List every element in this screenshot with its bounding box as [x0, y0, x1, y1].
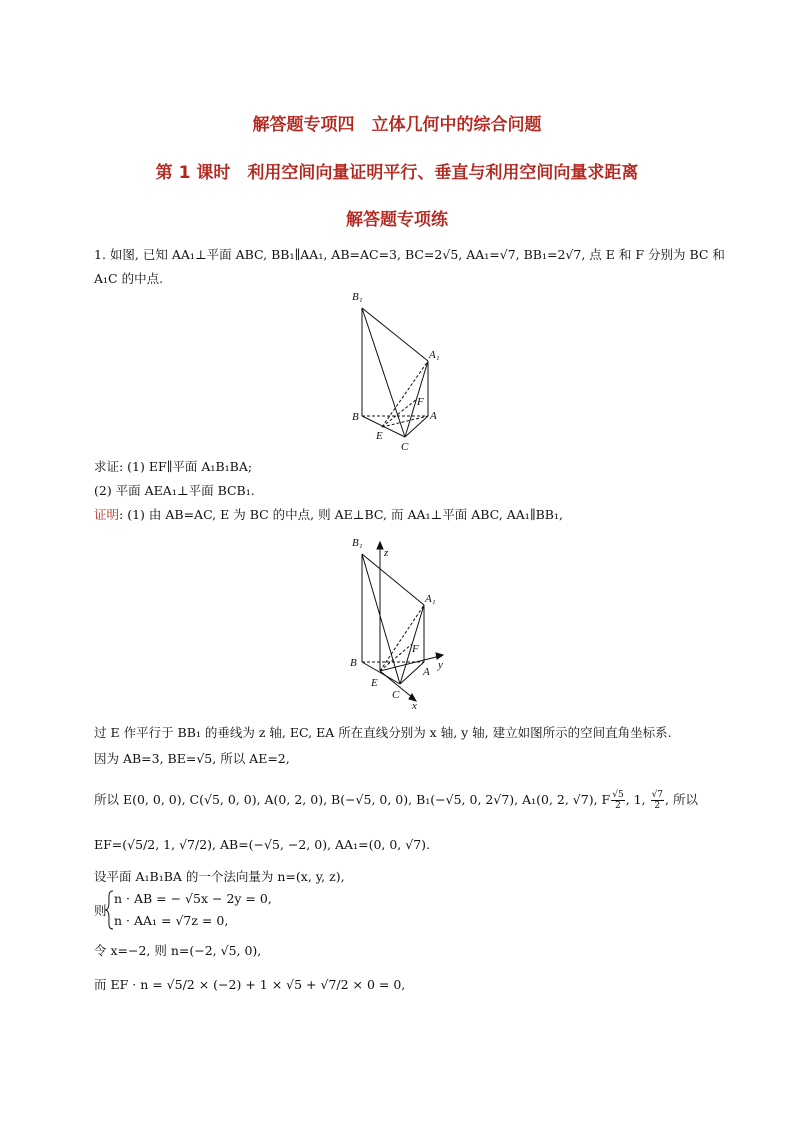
label-b: B: [350, 657, 357, 669]
page-title: 解答题专项四 立体几何中的综合问题: [252, 115, 542, 135]
proof-line1: [94, 506, 563, 524]
label-b1: B₁: [352, 537, 363, 549]
label-f: F: [417, 396, 424, 408]
label-c: C: [392, 689, 400, 701]
proof-line2: 过 E 作平行于 BB₁ 的垂线为 z 轴, EC, EA 所在直线分别为 x 轴, y 轴, 建立如图所示的空间直角坐标系.: [94, 725, 672, 740]
problem-statement-line2: A₁C 的中点.: [94, 271, 164, 286]
z-axis-arrow: [377, 542, 383, 549]
label-c: C: [401, 441, 409, 453]
edge-b1c: [362, 308, 405, 437]
prove-part2: (2) 平面 AEA₁⊥平面 BCB₁.: [94, 483, 255, 498]
problem-statement-line1: 1. 如图, 已知 AA₁⊥平面 ABC, BB₁∥AA₁, AB=AC=3, BC=2√5, AA₁=√7, BB₁=2√7, 点 E 和 F 分别为 BC 和: [94, 247, 725, 262]
lesson-subtitle: 第 1 课时 利用空间向量证明平行、垂直与利用空间向量求距离: [155, 163, 639, 183]
label-a1: A₁: [429, 349, 440, 361]
edge-ea1-hidden: [382, 361, 428, 427]
f-fraction: $\frac{√5}{2}$: [612, 790, 624, 811]
label-e: E: [371, 677, 378, 689]
label-a: A: [430, 410, 437, 422]
label-a1: A₁: [425, 593, 436, 605]
label-z: z: [384, 547, 389, 559]
prove-part1: 求证: (1) EF∥平面 A₁B₁BA;: [94, 459, 253, 474]
proof-line8: 而 EF · n = √5/2 × (−2) + 1 × √5 + √7/2 × 0 = 0,: [94, 977, 406, 992]
label-e: E: [376, 430, 383, 442]
proof-line6: 设平面 A₁B₁BA 的一个法向量为 n=(x, y, z),: [94, 869, 345, 884]
proof-label: 证明: [94, 507, 120, 522]
system-eq2: n · AA₁ = √7z = 0,: [114, 913, 229, 928]
section-heading: 解答题专项练: [346, 210, 448, 230]
label-x: x: [412, 700, 417, 712]
edge-b1a1: [362, 554, 424, 605]
label-f: F: [412, 643, 419, 655]
label-b: B: [352, 411, 359, 423]
proof-line5: EF=(√5/2, 1, √7/2), AB=(−√5, −2, 0), AA₁=(0, 0, √7).: [94, 837, 431, 852]
coordinates-text: 所以 E(0, 0, 0), C(√5, 0, 0), A(0, 2, 0), B(−√5, 0, 0), B₁(−√5, 0, 2√7), A₁(0, 2, √7), F: [94, 792, 611, 807]
system-then: 则: [94, 903, 107, 918]
edge-b1c: [362, 554, 400, 684]
proof-line4: 所以 E(0, 0, 0), C(√5, 0, 0), A(0, 2, 0), B(−√5, 0, 0), B₁(−√5, 0, 2√7), A₁(0, 2, √7), F $\frac{√5}{2}$ , 1, $\frac{√7}{2}$ , 所以: [94, 790, 698, 811]
label-a: A: [423, 666, 430, 678]
proof-line1-text: : (1) 由 AB=AC, E 为 BC 的中点, 则 AE⊥BC, 而 AA₁⊥平面 ABC, AA₁∥BB₁,: [119, 507, 563, 522]
f-fraction-z: $\frac{√7}{2}$: [651, 790, 664, 811]
label-y: y: [438, 659, 443, 671]
proof-line3: 因为 AB=3, BE=√5, 所以 AE=2,: [94, 751, 290, 766]
proof-line7: 令 x=−2, 则 n=(−2, √5, 0),: [94, 943, 262, 958]
system-eq1: n · AB = − √5x − 2y = 0,: [114, 891, 272, 906]
label-b1: B₁: [352, 291, 363, 303]
figure-prism-coordinates: [340, 534, 460, 712]
edge-b1a1: [362, 308, 428, 361]
coordinates-suffix: , 所以: [665, 792, 698, 807]
figure-prism-1: [340, 288, 460, 458]
